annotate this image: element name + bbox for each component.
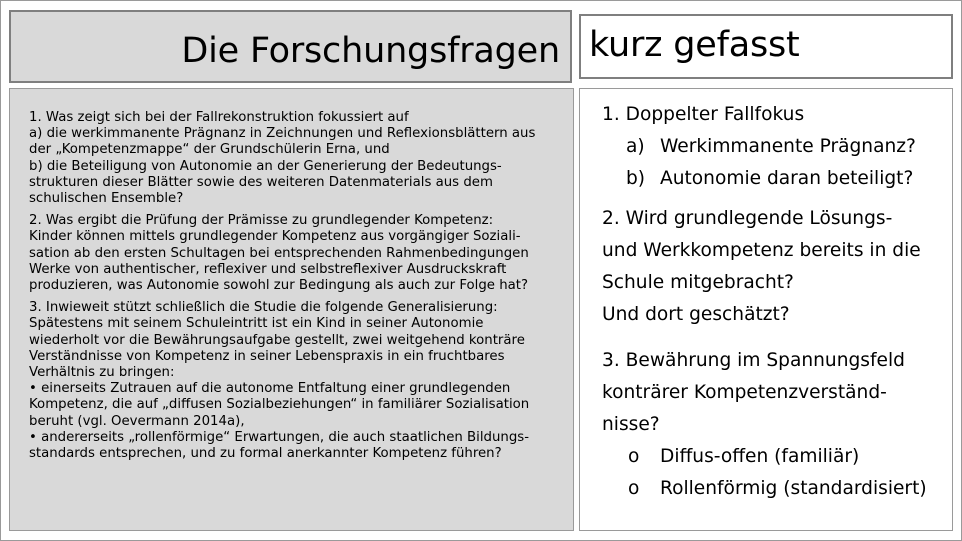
- summary-3-bullet1-text: Diffus-offen (familiär): [660, 446, 860, 467]
- research-questions-detail: [9, 88, 574, 531]
- q3-line1: 3. Inwieweit stützt schließlich die Studie die folgende Generalisierung:: [29, 300, 498, 316]
- summary-3-line3: nisse?: [602, 414, 660, 435]
- q3-bullet2-line2: standards entsprechen, und zu formal anerkannter Kompetenz führen?: [29, 446, 502, 462]
- summary-1a-marker: a): [626, 136, 645, 157]
- q3-line5: Verhältnis zu bringen:: [29, 365, 175, 381]
- summary-2-line4: Und dort geschätzt?: [602, 304, 790, 325]
- left-title: Die Forschungsfragen: [181, 31, 560, 71]
- summary-3-line2: konträrer Kompetenzverständ-: [602, 382, 887, 403]
- q3-line4: Verständnisse von Kompetenz in seiner Lebenspraxis in ein fruchtbares: [29, 348, 505, 364]
- summary-1b: [602, 163, 952, 195]
- q3-line2: Spätestens mit seinem Schuleintritt ist ein Kind in seiner Autonomie: [29, 316, 484, 332]
- q3-bullet1-line1: • einerseits Zutrauen auf die autonome Entfaltung einer grundlegenden: [29, 381, 511, 397]
- q2-line3: sation ab den ersten Schultagen bei entsprechenden Rahmenbedingungen: [29, 245, 529, 261]
- summary-3-bullet1: [602, 441, 952, 473]
- right-title: kurz gefasst: [589, 25, 800, 65]
- right-title-box: [579, 14, 953, 79]
- q2-line1: 2. Was ergibt die Prüfung der Prämisse zu grundlegender Kompetenz:: [29, 213, 494, 229]
- q3-bullet1-line3: beruht (vgl. Oevermann 2014a),: [29, 413, 245, 429]
- q1-a-line2: der „Kompetenzmappe“ der Grundschülerin Erna, und: [29, 142, 390, 158]
- q1-intro: 1. Was zeigt sich bei der Fallrekonstruktion fokussiert auf: [29, 110, 409, 125]
- summary-3-bullet2: [602, 473, 952, 505]
- question-1: [29, 110, 561, 207]
- q3-line3: wiederholt vor die Bewährungsaufgabe gestellt, zwei weitgehend konträre: [29, 332, 525, 348]
- summary-1a-text: Werkimmanente Prägnanz?: [660, 136, 916, 157]
- q1-b-line2: strukturen dieser Blätter sowie des weiteren Datenmaterials aus dem: [29, 174, 493, 190]
- q2-line4: Werke von authentischer, reflexiver und selbstreflexiver Ausdruckskraft: [29, 261, 507, 277]
- summary-1b-text: Autonomie daran beteiligt?: [660, 168, 914, 189]
- question-3: [29, 300, 561, 462]
- q3-bullet2-line1: • andererseits „rollenförmige“ Erwartungen, die auch staatlichen Bildungs-: [29, 429, 530, 445]
- q3-bullet1-line2: Kompetenz, die auf „diffusen Sozialbeziehungen“ in familiärer Sozialisation: [29, 397, 530, 413]
- summary-1b-marker: b): [626, 168, 646, 189]
- q2-line2: Kinder können mittels grundlegender Kompetenz aus vorgängiger Soziali-: [29, 229, 521, 245]
- q1-b-line3: schulischen Ensemble?: [29, 191, 184, 207]
- summary-3-line1: 3. Bewährung im Spannungsfeld: [602, 350, 905, 371]
- circle-bullet-icon: o: [628, 478, 640, 499]
- summary-1: 1. Doppelter Fallfokus: [602, 104, 805, 125]
- research-questions-summary: [579, 88, 953, 531]
- q2-line5: produzieren, was Autonomie sowohl zur Bedingung als auch zur Folge hat?: [29, 278, 529, 294]
- question-2: [29, 213, 561, 294]
- summary-1a: [602, 131, 952, 163]
- summary-2-line2: und Werkkompetenz bereits in die: [602, 240, 921, 261]
- circle-bullet-icon: o: [628, 446, 640, 467]
- summary-3-bullet2-text: Rollenförmig (standardisiert): [660, 478, 927, 499]
- q1-a-line1: a) die werkimmanente Prägnanz in Zeichnungen und Reflexionsblättern aus: [29, 126, 536, 142]
- summary-2-line3: Schule mitgebracht?: [602, 272, 794, 293]
- left-title-box: [9, 10, 572, 83]
- q1-b-line1: b) die Beteiligung von Autonomie an der Generierung der Bedeutungs-: [29, 158, 502, 174]
- summary-2-line1: 2. Wird grundlegende Lösungs-: [602, 208, 893, 229]
